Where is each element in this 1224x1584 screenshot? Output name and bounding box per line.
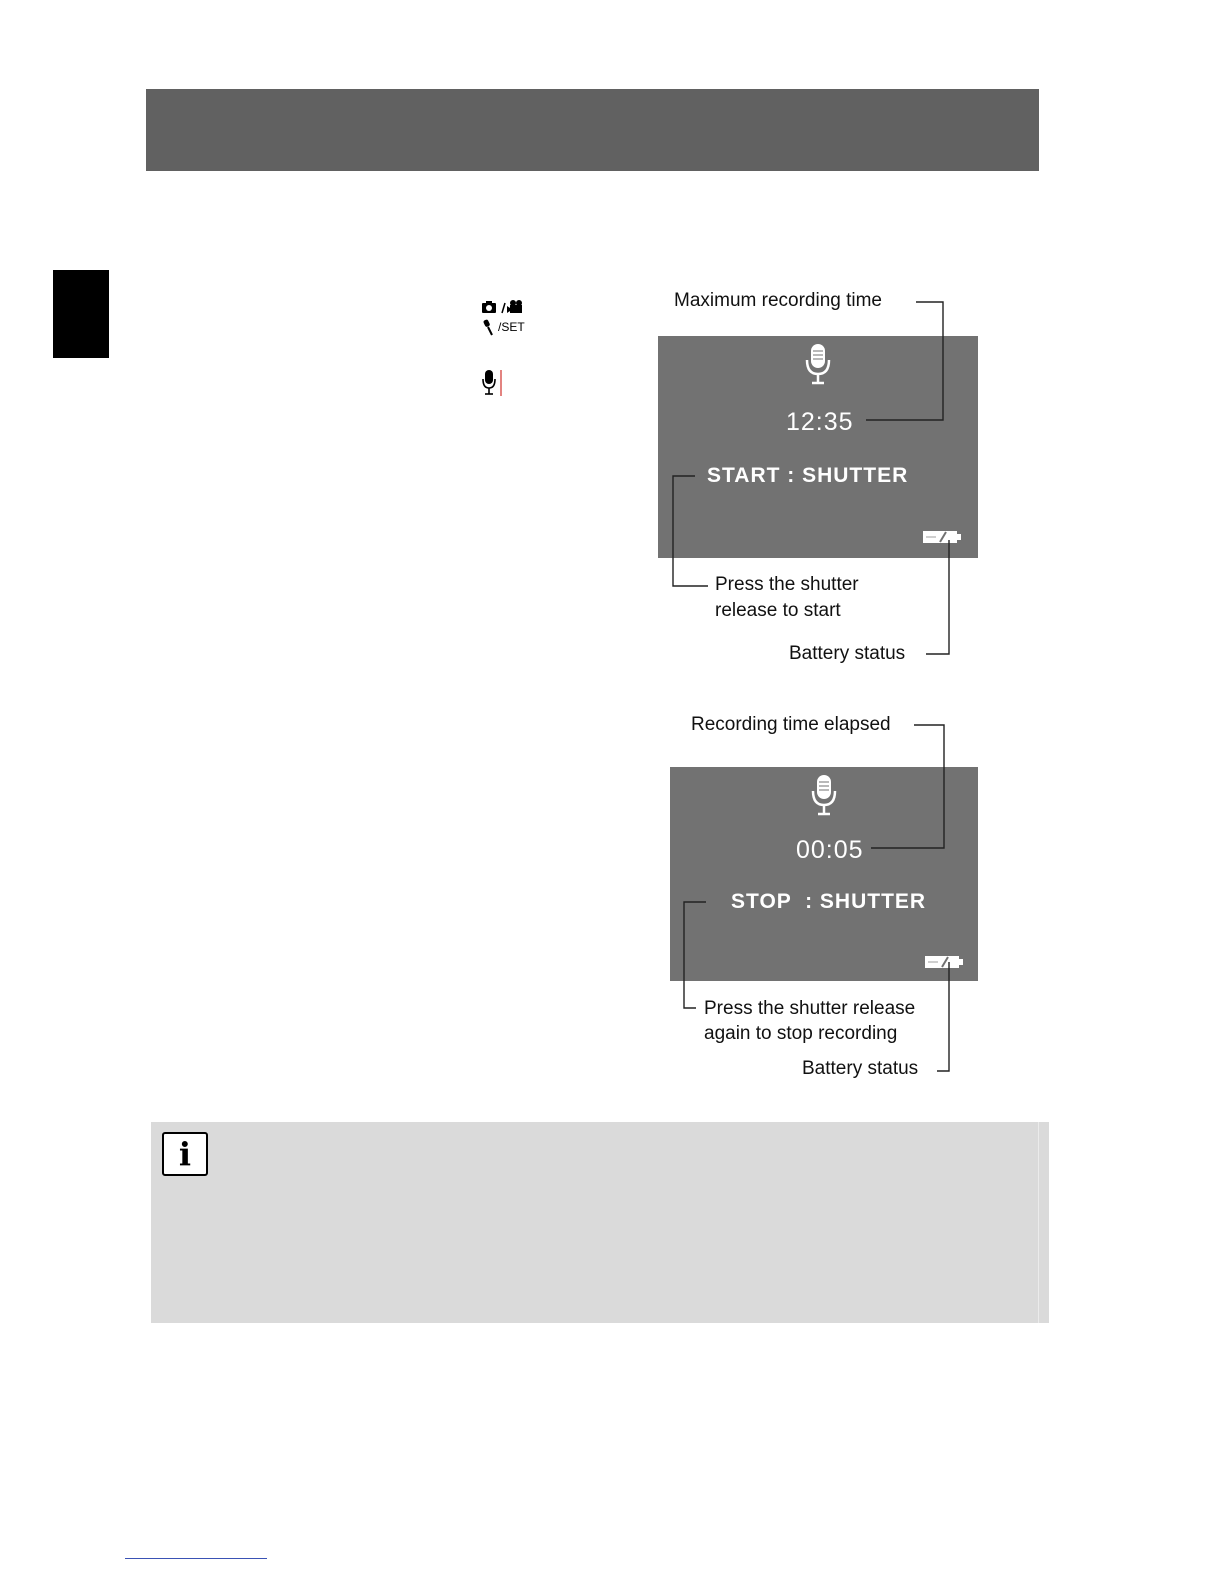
note-box bbox=[151, 1122, 1049, 1323]
battery-status-callout-2: Battery status bbox=[802, 1058, 919, 1079]
battery-icon bbox=[924, 955, 964, 969]
start-shutter-label: START : SHUTTER bbox=[707, 464, 909, 487]
voice-mode-icon bbox=[480, 368, 506, 398]
press-shutter-stop-callout-line1: Press the shutter release bbox=[704, 998, 916, 1019]
microphone-icon bbox=[803, 342, 833, 386]
battery-status-callout-1: Battery status bbox=[789, 643, 906, 664]
max-recording-time-callout: Maximum recording time bbox=[674, 290, 882, 311]
footer-link-underline bbox=[125, 1558, 267, 1559]
language-side-tab bbox=[53, 270, 109, 358]
lcd-screen-stop bbox=[670, 767, 978, 981]
microphone-icon bbox=[809, 773, 839, 817]
recording-time-elapsed-callout: Recording time elapsed bbox=[691, 714, 891, 735]
info-icon-letter: i bbox=[178, 1135, 192, 1173]
press-shutter-stop-callout-line2: again to stop recording bbox=[704, 1023, 898, 1044]
mode-dial-icon bbox=[480, 298, 532, 338]
lcd-screen-start bbox=[658, 336, 978, 558]
stop-shutter-label: STOP : SHUTTER bbox=[731, 890, 927, 913]
press-shutter-start-callout-line1: Press the shutter bbox=[715, 574, 859, 595]
microphone-small-icon bbox=[483, 319, 492, 335]
chapter-header-band bbox=[146, 89, 1039, 171]
elapsed-recording-time-value: 00:05 bbox=[796, 836, 864, 864]
set-label: /SET bbox=[498, 320, 525, 334]
max-recording-time-value: 12:35 bbox=[786, 408, 854, 436]
press-shutter-start-callout-line2: release to start bbox=[715, 600, 841, 621]
battery-icon bbox=[922, 530, 962, 544]
info-icon bbox=[162, 1132, 208, 1176]
